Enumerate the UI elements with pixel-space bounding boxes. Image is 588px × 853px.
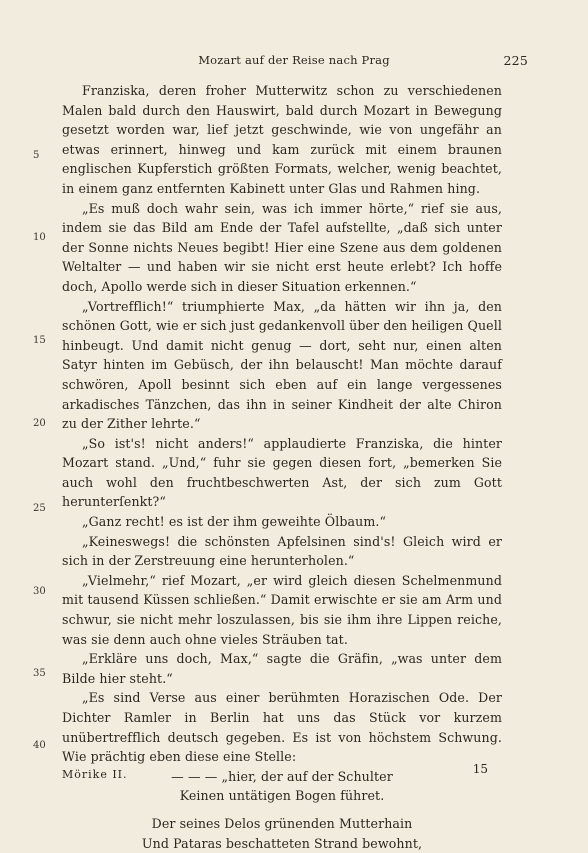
line-number-35: 35 (33, 668, 46, 679)
running-title: Mozart auf der Reise nach Prag (198, 53, 390, 67)
line-number-10: 10 (33, 232, 46, 243)
paragraph: „Vielmehr,“ rief Mozart, „er wird gleich diesen Schelmenmund mit tausend Küssen schließen.“ Damit erwischte er sie am Arm und schwur, sie nicht mehr loszulassen, bis sie ihm ihre Lippen reiche, was sie denn auch ohne vieles Sträuben tat. (62, 572, 502, 647)
verse-line: — — — „hier, der auf der Schulter (171, 768, 393, 784)
verse-line: Und Pataras beschatteten Strand bewohnt, (141, 835, 423, 851)
paragraph: „Ganz recht! es ist der ihm geweihte Ölbaum.“ (82, 514, 387, 530)
paragraph: „Es sind Verse aus einer berühmten Horazischen Ode. Der Dichter Ramler in Berlin hat uns das Stück vor kurzem unübertrefflich deutsch gegeben. Es ist von höchstem Schwung. Wie prächtig eben diese eine Stelle: (62, 690, 502, 765)
page-number: 225 (503, 53, 528, 68)
page-footer (62, 762, 532, 788)
stanza-gap (62, 806, 502, 814)
body-text (62, 81, 502, 853)
signature-mark: Mörike II. (62, 768, 128, 781)
paragraph: „Keineswegs! die schönsten Apfelsinen sind's! Gleich wird er sich in der Zerstreuung eine herunterholen.“ (62, 533, 502, 569)
paragraph: „Vortrefflich!“ triumphierte Max, „da hätten wir ihn ja, den schönen Gott, wie er sich just gedankenvoll über den heiligen Quell hinbeugt. Und damit nicht genug — dort, seht nur, einen alten Satyr hinten im Gebüsch, der ihn belauscht! Man möchte darauf schwören, Apoll besinnt sich eben auf ein lange vergessenes arkadisches Tänzchen, das ihn in seiner Kindheit der alte Chiron zu der Zither lehrte.“ (62, 298, 502, 432)
line-number-30: 30 (33, 586, 46, 597)
verse-line: Der seines Delos grünenden Mutterhain (151, 815, 413, 831)
line-number-15: 15 (33, 335, 46, 346)
line-number-40: 40 (33, 740, 46, 751)
paragraph: „So ist's! nicht anders!“ applaudierte Franziska, die hinter Mozart stand. „Und,“ fuhr sie gegen diesen fort, „bemerken Sie auch wohl den fruchtbeschwerten Ast, der sich zum Gott herunterſenkt?“ (62, 435, 502, 510)
verse-line: Keinen untätigen Bogen führet. (179, 788, 385, 804)
paragraph: „Es muß doch wahr sein, was ich immer hörte,“ rief sie aus, indem sie das Bild am Ende der Tafel aufstellte, „daß sich unter der Sonne nichts Neues begibt! Hier eine Szene aus dem goldenen Weltalter — und haben wir sie nicht erst heute erlebt? Ich hoffe doch, Apollo werde sich in dieser Situation erkennen.“ (62, 200, 502, 294)
paragraph: „Erkläre uns doch, Max,“ sagte die Gräfin, „was unter dem Bilde hier steht.“ (62, 651, 502, 686)
line-number-20: 20 (33, 418, 46, 429)
sheet-number: 15 (472, 762, 488, 776)
line-number-25: 25 (33, 503, 46, 514)
running-head (60, 53, 528, 71)
paragraph: Franziska, deren froher Mutterwitz schon zu verschiedenen Malen bald durch den Hauswirt, bald durch Mozart in Bewegung gesetzt worden war, lief jetzt geschwinde, wie von ungefähr an etwas erinnert, hinweg und kam zurück mit einem braunen englischen Kupferstich größten Formats, welcher, wenig beachtet, in einem ganz entfernten Kabinett unter Glas und Rahmen hing. (62, 83, 502, 196)
line-number-5: 5 (33, 150, 40, 161)
